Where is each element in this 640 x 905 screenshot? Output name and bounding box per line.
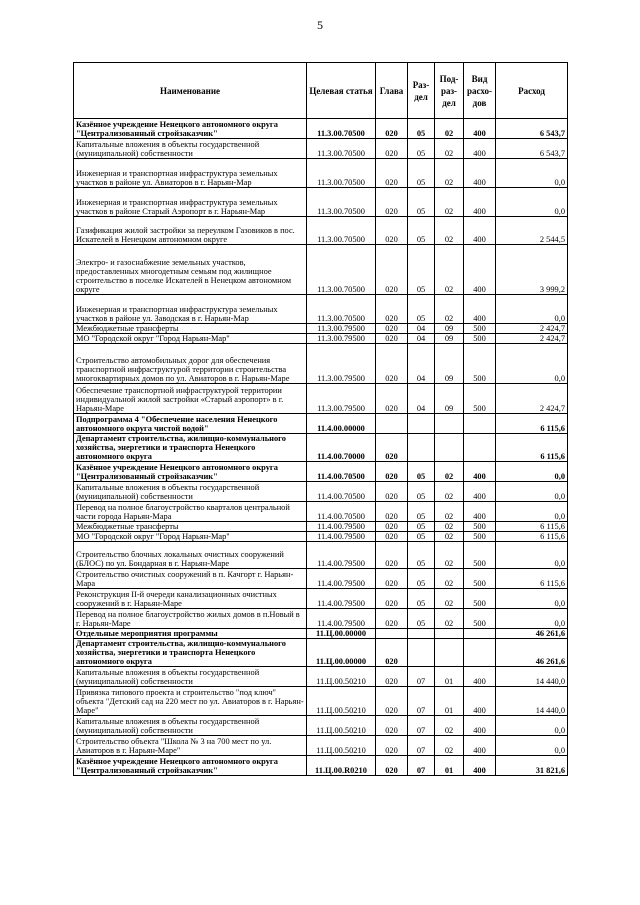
row-chapter: 020 [376,542,408,569]
row-subsection [435,639,464,667]
row-chapter: 020 [376,188,408,217]
row-chapter: 020 [376,502,408,522]
row-chapter: 020 [376,639,408,667]
row-kind: 500 [464,609,496,629]
row-section: 05 [408,217,435,245]
row-subsection: 02 [435,482,464,502]
row-section: 07 [408,667,435,687]
table-row [74,756,568,776]
row-section: 04 [408,334,435,344]
row-chapter [376,629,408,639]
row-code: 11.3.00.70500 [307,188,376,217]
table-row [74,295,568,324]
row-amount: 0,0 [496,609,568,629]
row-name: Капитальные вложения в объекты государственной (муниципальной) собственности [74,716,307,736]
row-code: 11.Ц.00.00000 [307,639,376,667]
row-amount: 0,0 [496,736,568,756]
row-kind: 400 [464,667,496,687]
row-subsection: 02 [435,188,464,217]
row-chapter: 020 [376,334,408,344]
row-section: 07 [408,716,435,736]
row-chapter: 020 [376,434,408,462]
row-section: 07 [408,756,435,776]
row-code: 11.4.00.79500 [307,522,376,532]
row-subsection: 09 [435,324,464,334]
table-row [74,502,568,522]
row-chapter: 020 [376,532,408,542]
row-code: 11.Ц.00.50210 [307,667,376,687]
row-amount: 2 424,7 [496,384,568,414]
row-amount: 6 115,6 [496,414,568,434]
row-subsection: 02 [435,462,464,482]
table-row [74,667,568,687]
row-code: 11.4.00.70500 [307,502,376,522]
row-subsection: 02 [435,542,464,569]
row-name: Отдельные мероприятия программы [74,629,307,639]
row-amount: 3 999,2 [496,245,568,295]
row-section: 05 [408,569,435,589]
row-amount: 0,0 [496,159,568,188]
row-chapter: 020 [376,482,408,502]
header-name: Наименование [74,63,307,119]
row-amount: 2 424,7 [496,324,568,334]
row-code: 11.3.00.70500 [307,295,376,324]
row-code: 11.3.00.70500 [307,217,376,245]
row-kind [464,639,496,667]
row-code: 11.4.00.79500 [307,609,376,629]
row-amount: 14 440,0 [496,687,568,716]
row-section: 05 [408,462,435,482]
row-amount: 2 544,5 [496,217,568,245]
row-amount: 0,0 [496,502,568,522]
row-kind: 400 [464,188,496,217]
row-code: 11.Ц.00.50210 [307,736,376,756]
row-amount: 46 261,6 [496,629,568,639]
row-subsection: 02 [435,716,464,736]
row-kind: 500 [464,569,496,589]
row-subsection: 01 [435,756,464,776]
row-subsection: 02 [435,609,464,629]
row-chapter: 020 [376,245,408,295]
row-name: Инженерная и транспортная инфраструктура земельных участков в районе ул. Заводская в г. Нарьян-Мар [74,295,307,324]
row-chapter [376,414,408,434]
row-name: Строительство очистных сооружений в п. Качгорт г. Нарьян-Мара [74,569,307,589]
row-kind: 500 [464,334,496,344]
table-row [74,434,568,462]
row-name: Межбюджетные трансферты [74,522,307,532]
budget-table [73,62,568,776]
table-row [74,344,568,384]
row-kind: 400 [464,295,496,324]
row-chapter: 020 [376,756,408,776]
row-subsection [435,414,464,434]
table-row [74,334,568,344]
row-chapter: 020 [376,522,408,532]
row-kind: 400 [464,716,496,736]
row-kind: 400 [464,119,496,139]
row-amount: 0,0 [496,542,568,569]
row-kind: 400 [464,502,496,522]
row-subsection: 02 [435,569,464,589]
row-name: Электро- и газоснабжение земельных участков, предоставленных многодетным семьям под жилищное строительство в поселке Искателей в Ненецком автономном округе [74,245,307,295]
row-code: 11.4.00.00000 [307,414,376,434]
row-section: 05 [408,589,435,609]
row-code: 11.Ц.00.50210 [307,716,376,736]
row-code: 11.3.00.70500 [307,119,376,139]
row-name: Перевод на полное благоустройство кварталов центральной части города Нарьян-Мара [74,502,307,522]
row-amount: 6 115,6 [496,522,568,532]
row-kind: 500 [464,522,496,532]
row-kind: 500 [464,542,496,569]
row-section: 07 [408,687,435,716]
table-row [74,542,568,569]
row-section: 04 [408,384,435,414]
row-amount: 0,0 [496,589,568,609]
row-section [408,414,435,434]
row-amount: 6 543,7 [496,119,568,139]
row-code: 11.3.00.70500 [307,159,376,188]
row-name: Перевод на полное благоустройство жилых домов в п.Новый в г. Нарьян-Маре [74,609,307,629]
row-kind: 500 [464,324,496,334]
row-name: Казённое учреждение Ненецкого автономного округа "Централизованный стройзаказчик" [74,119,307,139]
row-code: 11.4.00.79500 [307,532,376,542]
row-chapter: 020 [376,736,408,756]
table-row [74,482,568,502]
row-amount: 0,0 [496,716,568,736]
table-row [74,217,568,245]
row-section [408,629,435,639]
row-name: Обеспечение транспортной инфраструктурой территории индивидуальной жилой застройки «Старый аэропорт» в г. Нарьян-Маре [74,384,307,414]
row-code: 11.4.00.70500 [307,482,376,502]
row-subsection: 02 [435,502,464,522]
header-chapter: Глава [376,63,408,119]
table-row [74,569,568,589]
table-row [74,629,568,639]
row-code: 11.4.00.79500 [307,569,376,589]
row-section: 05 [408,245,435,295]
table-row [74,532,568,542]
table-header-row [74,63,568,119]
row-subsection: 02 [435,159,464,188]
row-section: 04 [408,324,435,334]
row-section: 05 [408,188,435,217]
header-code: Целевая статья [307,63,376,119]
table-row [74,188,568,217]
row-subsection: 02 [435,139,464,159]
row-subsection [435,629,464,639]
row-name: Казённое учреждение Ненецкого автономного округа "Централизованный стройзаказчик" [74,756,307,776]
row-chapter: 020 [376,295,408,324]
row-name: Капитальные вложения в объекты государственной (муниципальной) собственности [74,667,307,687]
header-subsection: Под- раз- дел [435,63,464,119]
row-subsection: 01 [435,667,464,687]
table-row [74,384,568,414]
row-code: 11.3.00.79500 [307,324,376,334]
row-chapter: 020 [376,569,408,589]
table-row [74,522,568,532]
row-name: Строительство блочных локальных очистных сооружений (БЛОС) по ул. Бондарная в г. Нарьян-Маре [74,542,307,569]
row-kind: 400 [464,687,496,716]
row-name: Межбюджетные трансферты [74,324,307,334]
row-section: 07 [408,736,435,756]
row-chapter: 020 [376,716,408,736]
row-name: Капитальные вложения в объекты государственной (муниципальной) собственности [74,139,307,159]
row-code: 11.3.00.79500 [307,344,376,384]
row-section: 05 [408,522,435,532]
table-row [74,324,568,334]
row-chapter: 020 [376,667,408,687]
row-code: 11.4.00.70000 [307,434,376,462]
row-amount: 14 440,0 [496,667,568,687]
row-chapter: 020 [376,139,408,159]
row-name: Департамент строительства, жилищно-коммунального хозяйства, энергетики и транспорта Ненецкого автономного округа [74,639,307,667]
row-kind: 500 [464,589,496,609]
row-amount: 0,0 [496,188,568,217]
row-section: 04 [408,344,435,384]
row-code: 11.4.00.79500 [307,589,376,609]
row-subsection [435,434,464,462]
row-name: Департамент строительства, жилищно-коммунального хозяйства, энергетики и транспорта Ненецкого автономного округа [74,434,307,462]
row-kind: 400 [464,245,496,295]
table-row [74,159,568,188]
row-name: Казённое учреждение Ненецкого автономного округа "Централизованный стройзаказчик" [74,462,307,482]
row-subsection: 02 [435,217,464,245]
row-name: Инженерная и транспортная инфраструктура земельных участков в районе ул. Авиаторов в г. Нарьян-Мар [74,159,307,188]
row-code: 11.Ц.00.50210 [307,687,376,716]
row-name: Инженерная и транспортная инфраструктура земельных участков в районе Старый Аэропорт в г. Нарьян-Мар [74,188,307,217]
row-code: 11.4.00.70500 [307,462,376,482]
row-kind: 500 [464,344,496,384]
header-kind: Вид расхо- дов [464,63,496,119]
row-kind: 500 [464,532,496,542]
row-section: 05 [408,295,435,324]
table-row [74,736,568,756]
row-subsection: 09 [435,344,464,384]
row-chapter: 020 [376,324,408,334]
row-section: 05 [408,502,435,522]
row-name: МО "Городской округ "Город Нарьян-Мар" [74,334,307,344]
row-amount: 0,0 [496,482,568,502]
table-row [74,687,568,716]
table-row [74,462,568,482]
row-name: Реконструкция II-й очереди канализационных очистных сооружений в г. Нарьян-Маре [74,589,307,609]
row-section: 05 [408,139,435,159]
row-subsection: 02 [435,589,464,609]
row-amount: 6 115,6 [496,532,568,542]
row-amount: 31 821,6 [496,756,568,776]
row-kind [464,629,496,639]
row-code: 11.Ц.00.00000 [307,629,376,639]
row-section [408,639,435,667]
row-name: Привязка типового проекта и строительство "под ключ" объекта "Детский сад на 220 мест по ул. Авиаторов в г. Нарьян-Маре" [74,687,307,716]
row-kind [464,414,496,434]
row-chapter: 020 [376,609,408,629]
page-number: 5 [317,18,323,32]
row-name: Газификация жилой застройки за переулком Газовиков в пос. Искателей в Ненецком автономном округе [74,217,307,245]
row-chapter: 020 [376,344,408,384]
row-chapter: 020 [376,159,408,188]
row-subsection: 09 [435,384,464,414]
row-section: 05 [408,482,435,502]
row-section: 05 [408,119,435,139]
row-kind: 400 [464,756,496,776]
row-kind: 400 [464,462,496,482]
row-amount: 6 115,6 [496,569,568,589]
row-section: 05 [408,542,435,569]
table-row [74,609,568,629]
table-row [74,139,568,159]
row-amount: 46 261,6 [496,639,568,667]
row-subsection: 02 [435,245,464,295]
row-chapter: 020 [376,384,408,414]
row-subsection: 02 [435,532,464,542]
row-kind: 400 [464,217,496,245]
row-amount: 2 424,7 [496,334,568,344]
row-section: 05 [408,159,435,188]
row-code: 11.4.00.79500 [307,542,376,569]
row-section: 05 [408,609,435,629]
row-amount: 6 115,6 [496,434,568,462]
row-kind: 400 [464,482,496,502]
row-name: МО "Городской округ "Город Нарьян-Мар" [74,532,307,542]
row-name: Строительство объекта "Школа № 3 на 700 мест по ул. Авиаторов в г. Нарьян-Маре" [74,736,307,756]
row-subsection: 02 [435,736,464,756]
row-chapter: 020 [376,687,408,716]
row-code: 11.Ц.00.R0210 [307,756,376,776]
row-name: Подпрограмма 4 "Обеспечение населения Ненецкого автономного округа чистой водой" [74,414,307,434]
table-row [74,639,568,667]
row-chapter: 020 [376,589,408,609]
row-subsection: 09 [435,334,464,344]
row-code: 11.3.00.79500 [307,384,376,414]
row-kind: 500 [464,384,496,414]
row-chapter: 020 [376,462,408,482]
table-body [74,119,568,776]
table-row [74,245,568,295]
row-kind [464,434,496,462]
row-name: Строительство автомобильных дорог для обеспечения транспортной инфраструктурой территории строительства многоквартирных домов по ул. Авиаторов в г. Нарьян-Маре [74,344,307,384]
row-amount: 0,0 [496,295,568,324]
table-row [74,414,568,434]
row-amount: 6 543,7 [496,139,568,159]
row-chapter: 020 [376,119,408,139]
row-name: Капитальные вложения в объекты государственной (муниципальной) собственности [74,482,307,502]
row-section [408,434,435,462]
row-subsection: 02 [435,295,464,324]
table-row [74,119,568,139]
row-subsection: 02 [435,119,464,139]
row-subsection: 02 [435,522,464,532]
row-kind: 400 [464,139,496,159]
row-amount: 0,0 [496,344,568,384]
header-amount: Расход [496,63,568,119]
row-code: 11.3.00.79500 [307,334,376,344]
row-section: 05 [408,532,435,542]
row-code: 11.3.00.70500 [307,139,376,159]
row-amount: 0,0 [496,462,568,482]
table-row [74,589,568,609]
table-row [74,716,568,736]
row-subsection: 01 [435,687,464,716]
row-kind: 400 [464,159,496,188]
row-kind: 400 [464,736,496,756]
row-code: 11.3.00.70500 [307,245,376,295]
header-section: Раз- дел [408,63,435,119]
row-chapter: 020 [376,217,408,245]
